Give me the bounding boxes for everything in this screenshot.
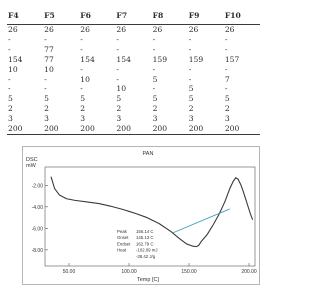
table-cell: 5 [80,94,86,104]
table-row [7,124,260,134]
table-cell: - [44,84,47,94]
table-cell: 77 [44,54,54,64]
table-row [7,75,260,85]
table-row [7,65,260,75]
table-cell: 10 [116,84,127,94]
table-cell: 26 [44,25,54,34]
table-cell: 26 [8,25,18,34]
table-cell: - [116,74,119,84]
annotation-label: Peak [117,229,127,234]
table-cell: - [152,34,156,44]
table-cell: - [152,64,156,74]
table-cell: 26 [224,25,235,34]
table-cell: 3 [44,114,49,124]
annotation-value: 145.13 C [136,235,154,241]
table-cell: 5 [116,94,122,104]
table-cell: - [188,34,192,44]
table-cell: 200 [152,124,188,134]
y-tick-label: -4.00 [31,204,43,211]
table-cell: 2 [224,104,230,114]
table-cell: - [116,44,119,54]
table-cell: 154 [80,54,95,64]
table-cell: 10 [8,64,18,74]
table-cell: 5 [152,94,158,104]
x-tick-label: 200.00 [241,269,257,275]
dsc-chart-frame [22,146,260,285]
table-cell: - [80,34,83,44]
table-cell: 159 [152,54,168,64]
table-cell: - [152,44,156,54]
table-cell: - [224,84,228,94]
annotation-value: 156.14 C [136,229,154,234]
table-cell: 26 [152,25,163,34]
formulation-table [7,7,260,135]
chart-title: PAN [142,151,154,157]
table-cell: - [224,34,228,44]
column-header: F6 [79,7,115,25]
table-cell: - [8,34,11,44]
x-tick-label: 50.00 [62,269,76,275]
annotation-value: 162.79 C [136,241,154,247]
table-cell: 3 [224,114,230,124]
table-row [7,25,260,35]
table-cell: - [8,84,11,94]
table-cell: 26 [188,25,199,34]
table-cell: - [188,64,192,74]
y-axis-label: DSC mW [26,157,38,169]
table-cell: 154 [8,54,23,64]
table-cell: 26 [80,25,90,34]
table-cell: 159 [188,54,204,64]
table-cell: 2 [8,104,13,114]
y-tick-label: -2.00 [31,183,43,190]
annotation-block [117,229,158,259]
annotation-value: -38.42 J/g [136,253,156,259]
table-row [7,35,260,45]
table-row [7,114,260,124]
column-header: F5 [43,7,79,25]
table-cell: - [188,74,192,84]
table-cell: - [80,44,83,54]
annotation-label: Endset [117,241,131,247]
table-cell: 200 [7,124,43,134]
table-cell: 2 [44,104,49,114]
table-cell: - [8,44,11,54]
table-cell: 3 [152,114,158,124]
x-tick-label: 150.00 [181,269,197,275]
column-header: F4 [7,7,43,25]
table-row [7,104,260,114]
column-header: F10 [224,7,260,25]
table-cell: - [116,64,119,74]
annotation-label: Onset [117,235,129,241]
x-axis-label: Temp [C] [136,277,160,283]
column-header: F7 [115,7,151,25]
table-cell: 200 [188,124,224,134]
table-cell: 157 [224,54,240,64]
table-cell: 5 [44,94,49,104]
y-tick-label: -8.00 [31,247,43,254]
dsc-chart [23,147,259,284]
table-cell: 26 [116,25,127,34]
table-cell: 200 [115,124,151,134]
table-cell: - [116,34,119,44]
table-row [7,94,260,104]
table-row [7,45,260,55]
table-cell: 7 [224,74,230,84]
table-cell: 10 [80,74,90,84]
table-cell: 2 [188,104,194,114]
integration-baseline [173,209,229,233]
annotation-label: Heat [117,247,127,253]
table-cell: 77 [44,44,54,54]
y-tick-label: -6.00 [31,226,43,233]
table-cell: - [80,84,83,94]
table-cell: 3 [8,114,13,124]
table-cell: 3 [188,114,194,124]
table-cell: - [80,64,83,74]
table-cell: 2 [116,104,122,114]
table-cell: - [224,64,228,74]
table-cell: - [44,34,47,44]
table-header-row [7,7,260,25]
table-cell: - [188,44,192,54]
table-row [7,55,260,65]
table-cell: 5 [188,94,194,104]
table-cell: 3 [116,114,122,124]
annotation-value: -102.09 mJ [136,247,158,253]
table-cell: 2 [152,104,158,114]
table-cell: - [44,74,47,84]
table-cell: 2 [80,104,86,114]
formulation-table-container [7,7,260,135]
table-cell: 10 [44,64,54,74]
x-tick-label: 100.00 [121,269,137,275]
table-row [7,84,260,94]
table-body [7,25,260,135]
table-cell: 5 [224,94,230,104]
table-cell: 3 [80,114,86,124]
table-cell: 200 [43,124,79,134]
table-cell: 154 [116,54,131,64]
table-cell: - [8,74,11,84]
table-cell: 5 [152,74,158,84]
table-cell: 200 [79,124,115,134]
table-cell: - [152,84,156,94]
column-header: F8 [152,7,188,25]
table-cell: 200 [224,124,260,134]
table-cell: - [224,44,228,54]
table-cell: 5 [188,84,194,94]
table-cell: 5 [8,94,13,104]
column-header: F9 [188,7,224,25]
